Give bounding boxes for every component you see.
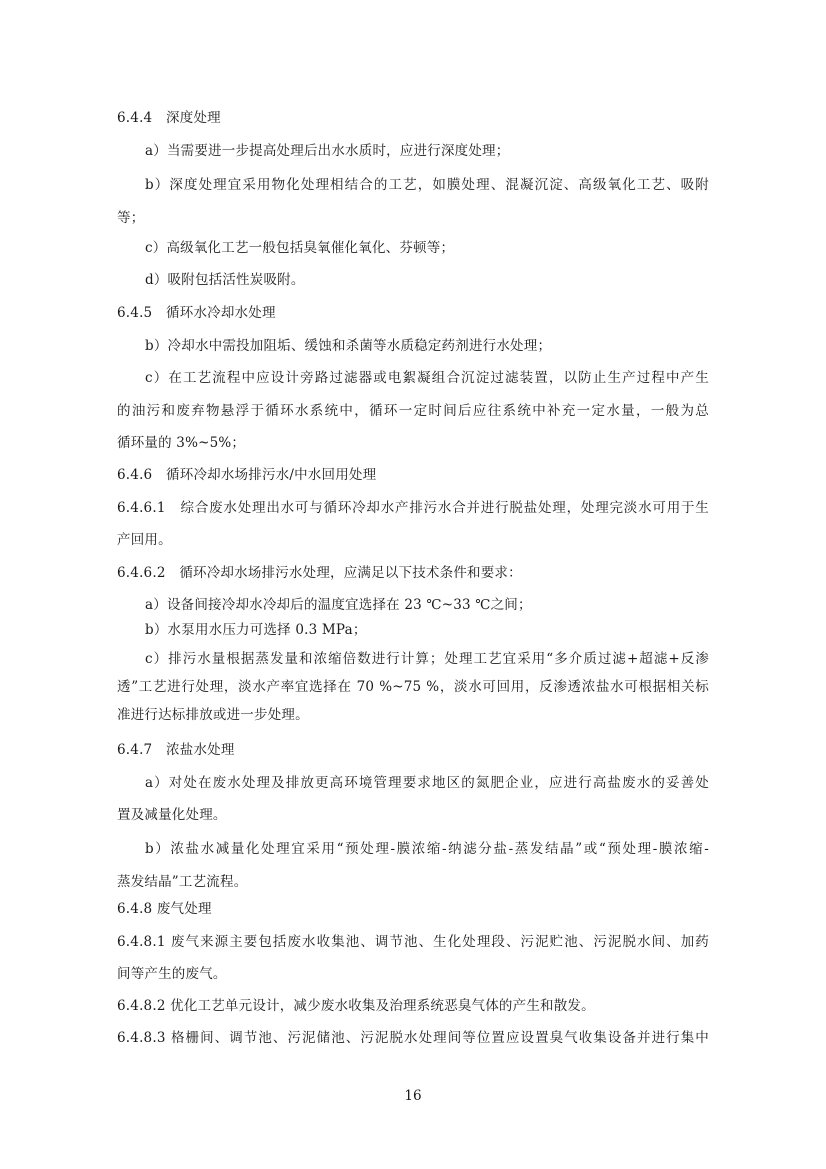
section-heading-6-4-5: 6.4.5 循环水冷却水处理	[117, 305, 276, 321]
paragraph-line: 置及减量化处理。	[117, 807, 227, 823]
paragraph-line: b）深度处理宜采用物化处理相结合的工艺，如膜处理、混凝沉淀、高级氧化工艺、吸附	[145, 177, 709, 193]
paragraph-line: a）设备间接冷却水冷却后的温度宜选择在 23 ℃~33 ℃之间；	[145, 597, 532, 613]
paragraph-line: 等；	[117, 210, 145, 226]
document-page	[117, 0, 709, 1169]
paragraph-line: c）在工艺流程中应设计旁路过滤器或电絮凝组合沉淀过滤装置，以防止生产过程中产生	[145, 370, 709, 386]
paragraph-line: c）高级氧化工艺一般包括臭氧催化氧化、芬顿等；	[145, 240, 455, 256]
paragraph-line: 间等产生的废气。	[117, 966, 227, 982]
paragraph-line: 6.4.6.1 综合废水处理出水可与循环冷却水产排污水合并进行脱盐处理，处理完淡水可用于生	[117, 500, 709, 516]
paragraph-line: a）对处在废水处理及排放更高环境管理要求地区的氮肥企业，应进行高盐废水的妥善处	[145, 775, 709, 791]
paragraph-line: 蒸发结晶”工艺流程。	[117, 874, 248, 890]
paragraph-line: 6.4.8.1 废气来源主要包括废水收集池、调节池、生化处理段、污泥贮池、污泥脱水间、加药	[117, 934, 709, 950]
paragraph-line: 6.4.8.3 格栅间、调节池、污泥储池、污泥脱水处理间等位置应设置臭气收集设备并进行集中	[117, 1030, 709, 1046]
paragraph-line: 产回用。	[117, 532, 172, 548]
paragraph-line: a）当需要进一步提高处理后出水水质时，应进行深度处理；	[145, 143, 510, 159]
page-number: 16	[404, 1088, 422, 1104]
paragraph-line: 准进行达标排放或进一步处理。	[117, 707, 309, 723]
section-heading-6-4-6: 6.4.6 循环冷却水场排污水/中水回用处理	[117, 467, 377, 483]
paragraph-line: b）冷却水中需投加阻垢、缓蚀和杀菌等水质稳定药剂进行水处理；	[145, 338, 552, 354]
paragraph-line: 循环量的 3%~5%；	[117, 435, 246, 451]
section-heading-6-4-7: 6.4.7 浓盐水处理	[117, 742, 235, 758]
section-heading-6-4-4: 6.4.4 深度处理	[117, 110, 221, 126]
section-heading-6-4-8: 6.4.8 废气处理	[117, 901, 212, 917]
paragraph-line: 6.4.6.2 循环冷却水场排污水处理，应满足以下技术条件和要求：	[117, 565, 522, 581]
paragraph-line: 的油污和废弃物悬浮于循环水系统中，循环一定时间后应往系统中补充一定水量，一般为总	[117, 403, 709, 419]
paragraph-line: b）浓盐水减量化处理宜采用“预处理-膜浓缩-纳滤分盐-蒸发结晶”或“预处理-膜浓缩-	[145, 841, 709, 857]
paragraph-line: d）吸附包括活性炭吸附。	[145, 272, 305, 288]
paragraph-line: c）排污水量根据蒸发量和浓缩倍数进行计算；处理工艺宜采用“多介质过滤+超滤+反渗	[145, 651, 709, 667]
paragraph-line: b）水泵用水压力可选择 0.3 MPa；	[145, 622, 367, 638]
paragraph-line: 6.4.8.2 优化工艺单元设计，减少废水收集及治理系统恶臭气体的产生和散发。	[117, 998, 595, 1014]
paragraph-line: 透”工艺进行处理，淡水产率宜选择在 70 %~75 %，淡水可回用，反渗透浓盐水可根据相关标	[117, 679, 709, 695]
